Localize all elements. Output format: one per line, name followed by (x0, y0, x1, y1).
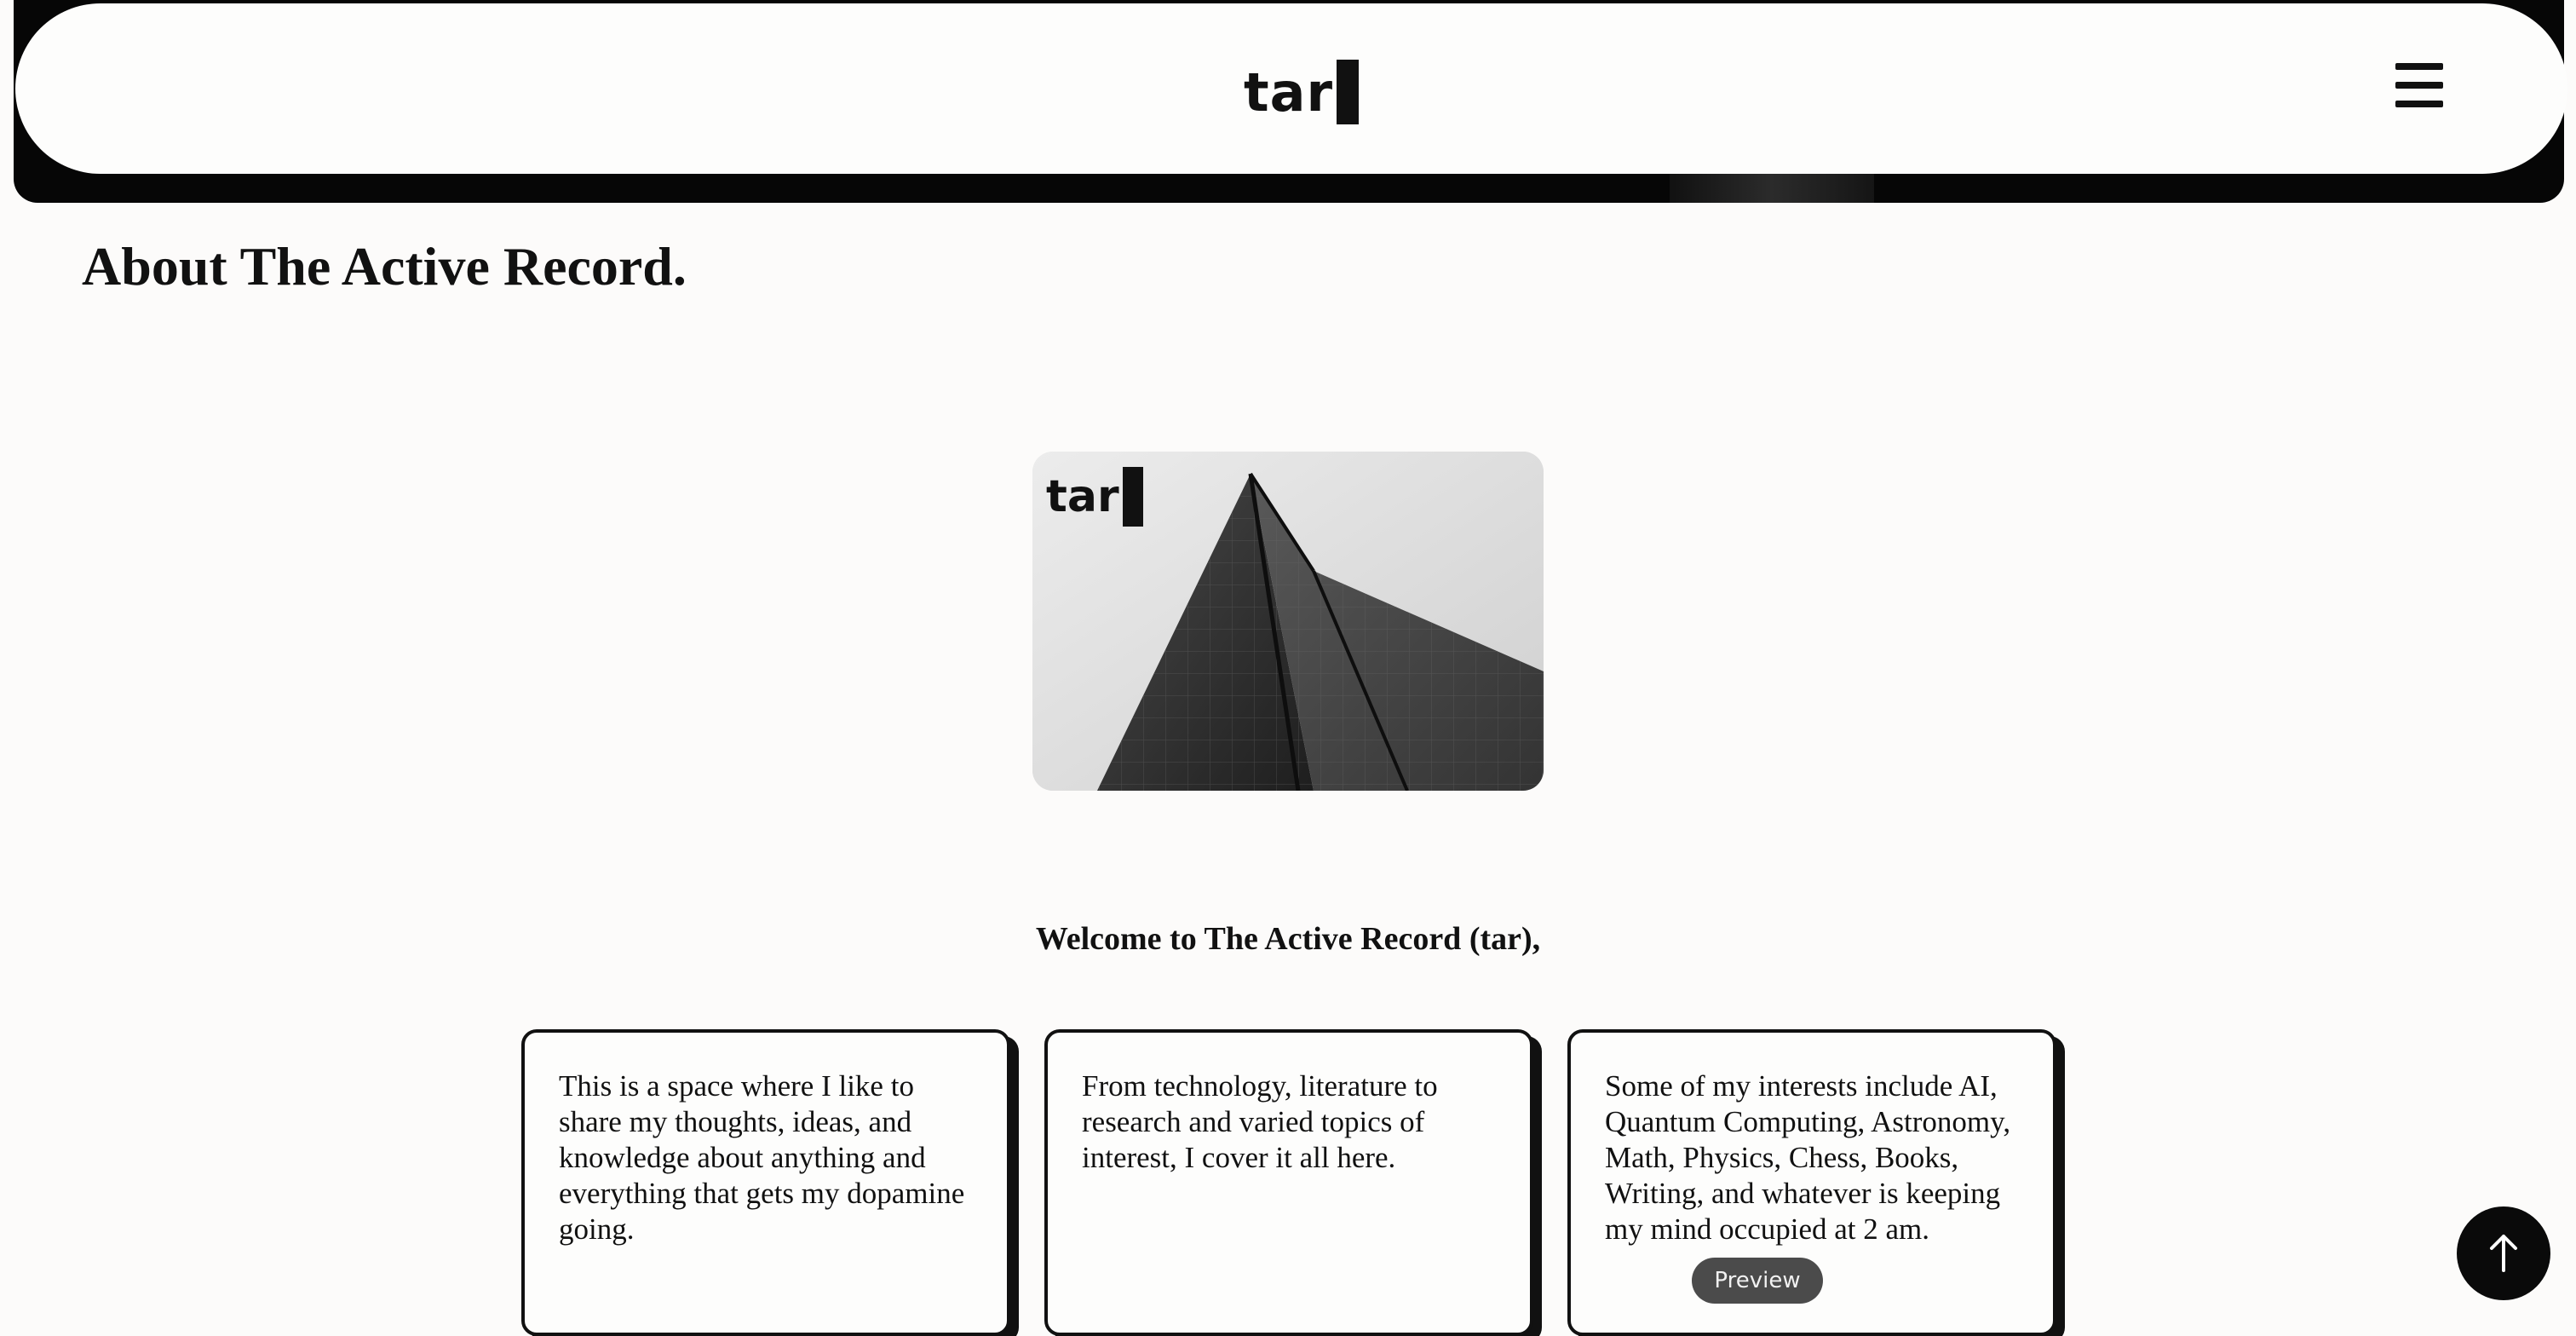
header-photo-strip (1670, 174, 1874, 203)
menu-bar-bottom (2395, 101, 2443, 107)
logo-cursor-block (1337, 60, 1359, 124)
menu-bar-middle (2395, 82, 2443, 89)
menu-bar-top (2395, 63, 2443, 70)
preview-label: Preview (1714, 1268, 1801, 1293)
hamburger-menu-icon[interactable] (2395, 63, 2443, 107)
topics-card (1044, 1029, 1533, 1336)
intro-card (521, 1029, 1010, 1336)
welcome-heading: Welcome to The Active Record (tar), (1035, 921, 1541, 957)
hero-logo-text: tar (1046, 471, 1119, 522)
site-logo[interactable] (1244, 60, 1359, 124)
arrow-up-icon (2487, 1233, 2521, 1274)
hero-logo (1046, 467, 1143, 527)
intro-card-text: This is a space where I like to share my thoughts, ideas, and knowledge about anything and everything that gets my dopamine going. (559, 1069, 965, 1246)
page-title: About The Active Record. (82, 236, 687, 297)
preview-tooltip[interactable] (1692, 1258, 1823, 1304)
hero-image (1032, 452, 1544, 791)
interests-card-text: Some of my interests include AI, Quantum Computing, Astronomy, Math, Physics, Chess, Books, Writing, and whatever is keeping my mind occupied at 2 am. (1605, 1069, 2011, 1246)
topics-card-text: From technology, literature to research and varied topics of interest, I cover it all here. (1082, 1069, 1438, 1174)
back-to-top-button[interactable] (2457, 1206, 2550, 1300)
hero-logo-cursor-block (1123, 467, 1143, 527)
site-logo-text: tar (1244, 60, 1334, 124)
